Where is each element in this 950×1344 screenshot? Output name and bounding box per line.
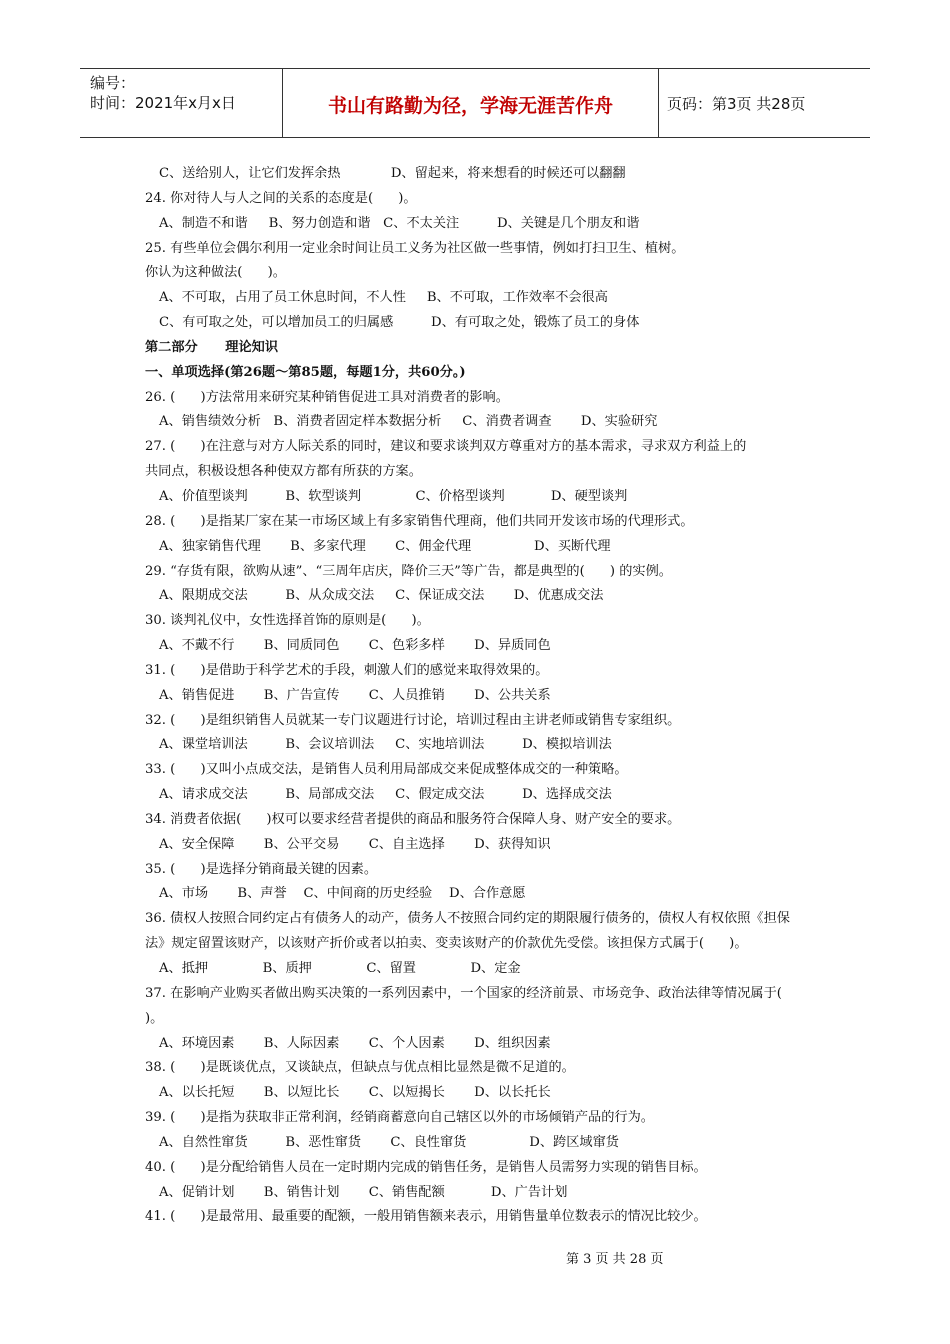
answer-options-line: C、有可取之处，可以增加员工的归属感 D、有可取之处，锻炼了员工的身体 [159,315,640,331]
answer-options-line: A、销售促进 B、广告宣传 C、人员推销 D、公共关系 [159,687,551,703]
question-text-line: 36. 债权人按照合同约定占有债务人的动产，债务人不按照合同约定的期限履行债务的，债权人有权依照《担保 [145,911,790,927]
question-text-line: 35. ( )是选择分销商最关键的因素。 [145,861,378,877]
question-text-line: 30. 谈判礼仪中，女性选择首饰的原则是( )。 [145,613,430,629]
question-text-line: 27. ( )在注意与对方人际关系的同时，建议和要求谈判双方尊重对方的基本需求，寻求双方利益上的 [145,439,747,455]
question-text-line: 共同点，积极设想各种使双方都有所获的方案。 [145,464,422,480]
answer-options-line: A、请求成交法 B、局部成交法 C、假定成交法 D、选择成交法 [159,787,612,803]
header-page-number: 页码：第3页 共28页 [667,95,806,113]
question-text-line: 37. 在影响产业购买者做出购买决策的一系列因素中，一个国家的经济前景、市场竞争、政治法律等情况属于( [145,985,782,1001]
document-time-label: 时间：2021年x月x日 [90,94,236,112]
question-text-line: 法》规定留置该财产，以该财产折价或者以拍卖、变卖该财产的价款优先受偿。该担保方式属于( )。 [145,936,748,952]
question-text-line: 31. ( )是借助于科学艺术的手段，刺激人们的感觉来取得效果的。 [145,662,549,678]
question-text-line: 41. ( )是最常用、最重要的配额，一般用销售额来表示，用销售量单位数表示的情况比较少。 [145,1209,707,1225]
section-heading: 一、单项选择(第26题～第85题，每题1分，共60分。) [145,364,466,380]
question-text-line: 40. ( )是分配给销售人员在一定时期内完成的销售任务，是销售人员需努力实现的销售目标。 [145,1159,707,1175]
answer-options-line: A、课堂培训法 B、会议培训法 C、实地培训法 D、模拟培训法 [159,737,612,753]
question-text-line: 你认为这种做法( )。 [145,265,286,281]
answer-options-line: A、限期成交法 B、从众成交法 C、保证成交法 D、优惠成交法 [159,588,604,604]
answer-options-line: A、价值型谈判 B、软型谈判 C、价格型谈判 D、硬型谈判 [159,488,628,504]
header-motto: 书山有路勤为径，学海无涯苦作舟 [327,95,613,117]
answer-options-line: A、不可取，占用了员工休息时间，不人性 B、不可取，工作效率不会很高 [159,290,608,306]
question-text-line: 34. 消费者依据( )权可以要求经营者提供的商品和服务符合保障人身、财产安全的要求。 [145,811,681,827]
question-text-line: 26. ( )方法常用来研究某种销售促进工具对消费者的影响。 [145,389,509,405]
answer-options-line: A、抵押 B、质押 C、留置 D、定金 [159,961,521,976]
header-motto-cell [283,69,659,137]
answer-options-line: A、自然性窜货 B、恶性窜货 C、良性窜货 D、跨区域窜货 [159,1134,619,1150]
section-heading: 第二部分 理论知识 [145,339,279,355]
question-text-line: 32. ( )是组织销售人员就某一专门议题进行讨论，培训过程由主讲老师或销售专家组织。 [145,712,681,728]
answer-options-line: A、不戴不行 B、同质同色 C、色彩多样 D、异质同色 [159,638,551,654]
page-header [80,68,870,138]
question-text-line: )。 [145,1010,164,1026]
answer-options-line: A、制造不和谐 B、努力创造和谐 C、不太关注 D、关键是几个朋友和谐 [159,215,640,231]
header-info-cell [80,69,283,137]
question-text-line: 38. ( )是既谈优点，又谈缺点，但缺点与优点相比显然是微不足道的。 [145,1060,575,1076]
answer-options-line: A、独家销售代理 B、多家代理 C、佣金代理 D、买断代理 [159,538,611,554]
question-text-line: 24. 你对待人与人之间的关系的态度是( )。 [145,190,417,206]
answer-options-line: C、送给别人，让它们发挥余热 D、留起来，将来想看的时候还可以翻翻 [159,166,626,181]
page-footer: 第 3 页 共 28 页 [566,1252,664,1267]
answer-options-line: A、销售绩效分析 B、消费者固定样本数据分析 C、消费者调查 D、实验研究 [159,414,658,430]
document-body [145,162,845,1230]
question-text-line: 28. ( )是指某厂家在某一市场区域上有多家销售代理商，他们共同开发该市场的代理形式。 [145,513,694,529]
document-number-label: 编号： [90,74,136,92]
question-text-line: 29. “存货有限，欲购从速”、“三周年店庆，降价三天”等广告，都是典型的( ) 的实例。 [145,563,672,579]
question-text-line: 25. 有些单位会偶尔利用一定业余时间让员工义务为社区做一些事情，例如打扫卫生、植树。 [145,240,685,256]
answer-options-line: A、环境因素 B、人际因素 C、个人因素 D、组织因素 [159,1035,551,1051]
answer-options-line: A、以长托短 B、以短比长 C、以短揭长 D、以长托长 [159,1085,551,1101]
answer-options-line: A、促销计划 B、销售计划 C、销售配额 D、广告计划 [159,1184,568,1200]
question-text-line: 33. ( )又叫小点成交法，是销售人员利用局部成交来促成整体成交的一种策略。 [145,762,628,778]
question-text-line: 39. ( )是指为获取非正常利润，经销商蓄意向自己辖区以外的市场倾销产品的行为。 [145,1110,654,1126]
answer-options-line: A、市场 B、声誉 C、中间商的历史经验 D、合作意愿 [159,886,526,902]
answer-options-line: A、安全保障 B、公平交易 C、自主选择 D、获得知识 [159,836,551,852]
header-page-cell [659,69,870,137]
